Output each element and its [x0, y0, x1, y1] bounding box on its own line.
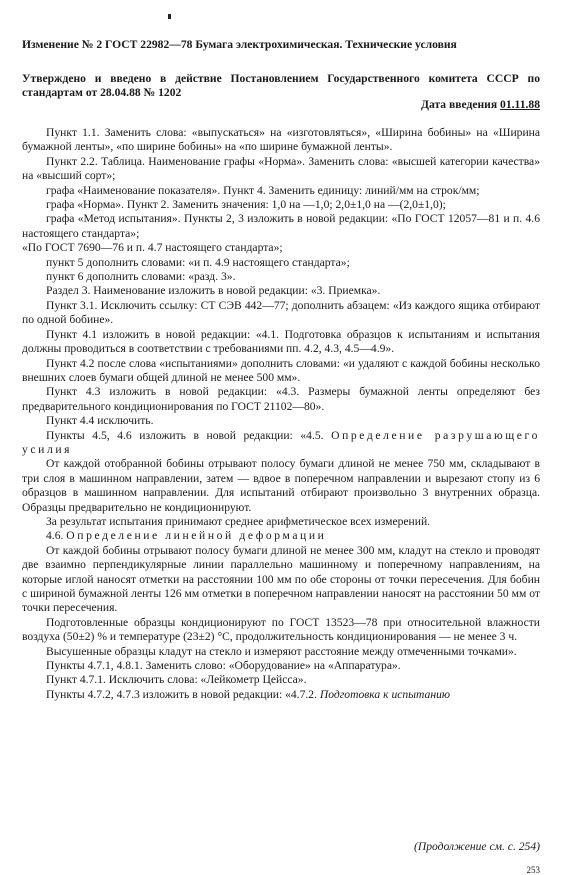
section-heading: Определение линейной деформации: [66, 529, 327, 543]
scan-mark: [168, 14, 171, 19]
approval-note: Утверждено и введено в действие Постановлением Государственного комитета СССР по стандартам от 28.04.88 № 1202: [22, 72, 540, 100]
paragraph: Пункт 3.1. Исключить ссылку: СТ СЭВ 442—77; дополнить абзацем: «Из каждого ящика отбирают по одной бобине».: [22, 298, 540, 327]
section-heading: Определение разрушающего усилия: [22, 428, 541, 456]
section-number: 4.6.: [46, 529, 64, 543]
effective-date: [421, 98, 540, 112]
page-number: 253: [526, 865, 540, 875]
italic-heading: Подготовка к испытанию: [319, 687, 451, 701]
paragraph: Пункт 4.2 после слова «испытаниями» дополнить словами: «и удаляют с каждой бобины несколько внешних слоев бумаги общей длиной не менее 500 мм».: [22, 356, 540, 384]
date-value: 01.11.88: [500, 98, 540, 111]
paragraph: «По ГОСТ 7690—76 и п. 4.7 настоящего стандарта»;: [22, 241, 283, 255]
paragraph: [22, 529, 540, 543]
paragraph: Пункт 2.2. Таблица. Наименование графы «Норма». Заменить слова: «высшей категории качества» на «высший сорт»;: [22, 154, 540, 183]
paragraph: Раздел 3. Наименование изложить в новой редакции: «3. Приемка».: [46, 284, 381, 298]
date-label: Дата введения: [420, 98, 498, 111]
paragraph: Пункт 4.7.1. Исключить слова: «Лейкометр Цейсса».: [46, 673, 307, 687]
document-body: [22, 126, 540, 702]
paragraph: Пункт 4.3 изложить в новой редакции: «4.3. Размеры бумажной ленты определяют без предварительного кондиционирования по ГОСТ 21102—80».: [22, 385, 540, 413]
paragraph-text: Пункты 4.7.2, 4.7.3 изложить в новой редакции: «4.7.2.: [46, 687, 317, 701]
paragraph: От каждой бобины отрывают полосу бумаги длиной не менее 300 мм, кладут на стекло и проводят две взаимно перпендикулярные линии параллельно машинному и поперечному направлениям, на которые иглой наносят отметки на расстоянии 100 мм по обе стороны от точки пересечения. Для бобин с шириной бумажной ленты 126 мм отметки в поперечном направлении наносят на расстоянии 50 мм от точки пересечения.: [22, 543, 540, 615]
document-title: Изменение № 2 ГОСТ 22982—78 Бумага электрохимическая. Технические условия: [22, 38, 457, 51]
paragraph: [22, 429, 540, 458]
paragraph: графа «Метод испытания». Пункты 2, 3 изложить в новой редакции: «По ГОСТ 12057—81 и п. 4.6 настоящего стандарта»;: [22, 212, 540, 240]
paragraph: Пункт 1.1. Заменить слова: «выпускаться» на «изготовляться», «Ширина бобины» на «Ширина бумажной ленты», «по ширине бобины» на «по ширине бумажной ленты».: [22, 126, 540, 154]
paragraph: Пункт 4.1 изложить в новой редакции: «4.1. Подготовка образцов к испытаниям и испытания должны проводиться в соответствии с требованиями пп. 4.2, 4.3, 4.5—4.9».: [22, 327, 540, 356]
paragraph: За результат испытания принимают среднее арифметическое всех измерений.: [46, 514, 431, 528]
paragraph: Пункты 4.7.1, 4.8.1. Заменить слово: «Оборудование» на «Аппаратура».: [46, 659, 401, 673]
paragraph: пункт 5 дополнить словами: «и п. 4.9 настоящего стандарта»;: [46, 255, 350, 269]
paragraph: Высушенные образцы кладут на стекло и измеряют расстояние между отмеченными точками».: [46, 644, 517, 658]
paragraph: пункт 6 дополнить словами: «разд. 3».: [46, 270, 236, 284]
paragraph: графа «Наименование показателя». Пункт 4. Заменить единицу: линий/мм на строк/мм;: [46, 183, 480, 197]
continuation-note: (Продолжение см. с. 254): [413, 840, 540, 853]
paragraph-text: Пункты 4.5, 4.6 изложить в новой редакции: «4.5.: [46, 428, 324, 442]
paragraph: [22, 688, 540, 702]
paragraph: графа «Норма». Пункт 2. Заменить значения: 1,0 на —1,0; 2,0±1,0 на —(2,0±1,0);: [46, 198, 446, 212]
paragraph: Пункт 4.4 исключить.: [46, 414, 154, 428]
paragraph: От каждой отобранной бобины отрывают полосу бумаги длиной не менее 750 мм, складывают в три слоя в машинном направлении, затем — вдвое в поперечном направлении и вырезают стопу из 6 образцов в машинном направлении. Для испытаний отбирают произвольно 3 внутренних образца. Образцы предварительно не кондиционируют.: [22, 457, 540, 514]
paragraph: Подготовленные образцы кондиционируют по ГОСТ 13523—78 при относительной влажности воздуха (50±2) % и температуре (23±2) °С, продолжительность кондиционирования — не менее 3 ч.: [22, 615, 540, 644]
